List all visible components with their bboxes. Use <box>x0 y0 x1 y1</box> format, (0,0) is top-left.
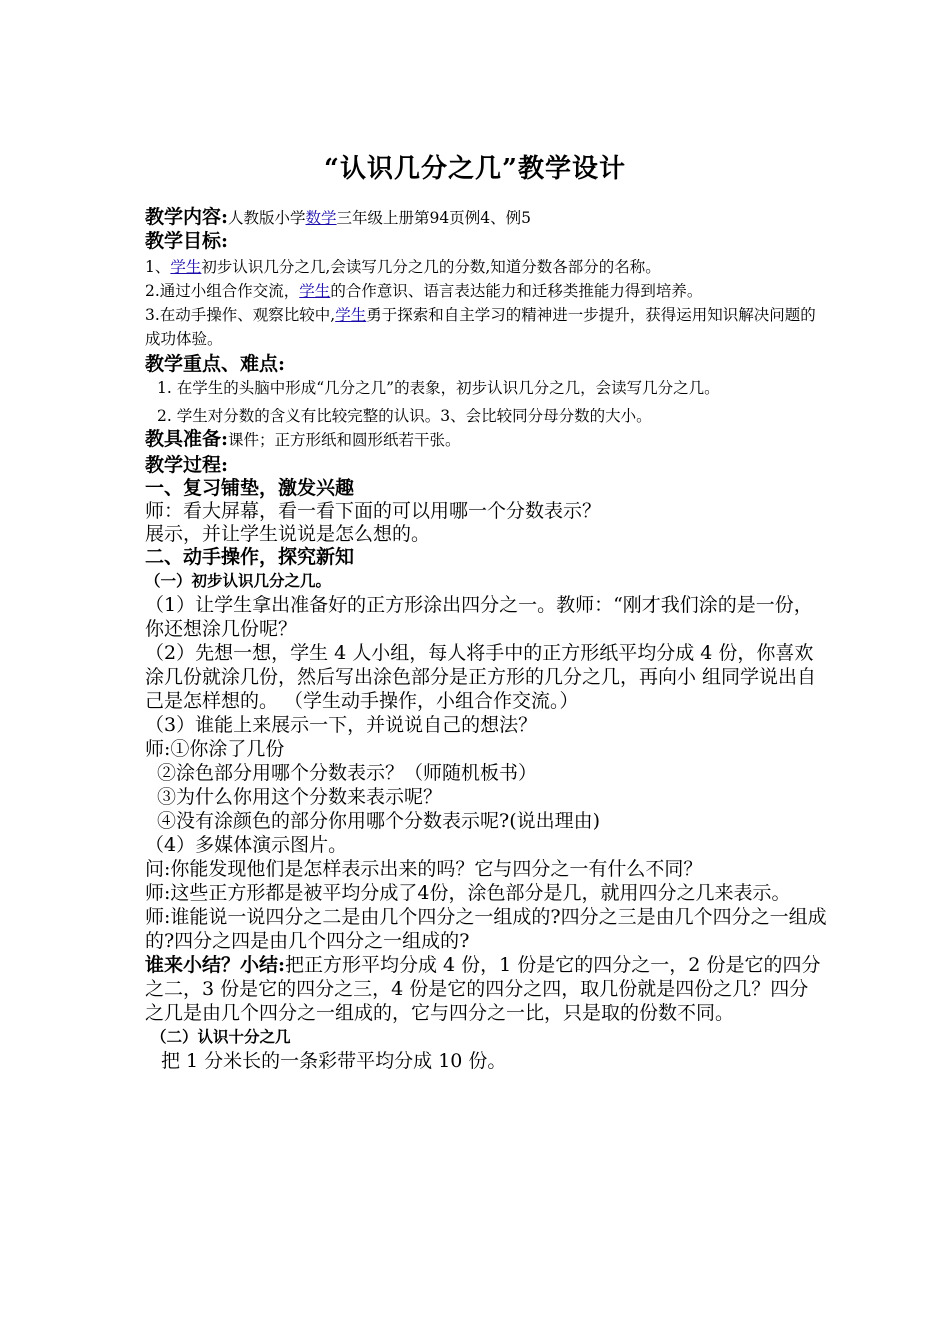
student-link-3[interactable]: 学生 <box>335 306 367 324</box>
document-body <box>145 206 827 1073</box>
key-points-label: 教学重点、难点: <box>145 353 286 375</box>
last-line: 把 1 分米长的一条彩带平均分成 10 份。 <box>161 1050 507 1072</box>
objective-1-prefix: 1、 <box>145 258 171 276</box>
section1-heading: 一、复习铺垫，激发兴趣 <box>145 477 355 499</box>
teaching-content-label: 教学内容: <box>145 206 229 228</box>
objective-item-2 <box>145 279 827 303</box>
student-link-1[interactable]: 学生 <box>170 258 202 276</box>
summary-label: 谁来小结？小结: <box>145 954 286 976</box>
objective-3-text: 勇于探索和自主学习的精神进一步提升，获得运用知识解决问题的成功体验。 <box>145 306 816 348</box>
teacher-line-2: 师:谁能说一说四分之二是由几个四分之一组成的?四分之三是由几个四分之一组成的?四分之四是由几个四分之一组成的? <box>145 906 827 952</box>
tools-line <box>145 428 827 452</box>
document-title: “认识几分之几”教学设计 <box>324 154 626 184</box>
objective-1-text: 初步认识几分之几,会读写几分之几的分数,知道分数各部分的名称。 <box>201 258 661 276</box>
math-link[interactable]: 数学 <box>305 209 337 227</box>
question-2: ②涂色部分用哪个分数表示？（师随机板书） <box>157 762 538 784</box>
teaching-content-text-b: 三年级上册第94页例4、例5 <box>336 209 531 227</box>
objective-2-text: 的合作意识、语言表达能力和迁移类推能力得到培养。 <box>330 282 703 300</box>
teacher-line-1: 师:这些正方形都是被平均分成了4份，涂色部分是几，就用四分之几来表示。 <box>145 882 791 904</box>
ask-line: 问:你能发现他们是怎样表示出来的吗？它与四分之一有什么不同？ <box>145 858 703 880</box>
step-4: （4）多媒体演示图片。 <box>145 834 348 856</box>
step-2: （2）先想一想，学生 4 人小组，每人将手中的正方形纸平均分成 4 份，你喜欢涂几份就涂几份，然后写出涂色部分是正方形的几分之几，再向小 组同学说出自己是怎样想的。 （学生动手操作，小组合作交流。） <box>145 642 817 712</box>
section1-line-2: 展示，并让学生说说是怎么想的。 <box>145 523 431 545</box>
subsection2-heading: （二）认识十分之几 <box>151 1027 291 1046</box>
question-4: ④没有涂颜色的部分你用哪个分数表示呢?(说出理由) <box>157 810 601 832</box>
process-label: 教学过程: <box>145 454 229 476</box>
summary-text: 把正方形平均分成 4 份，1 份是它的四分之一，2 份是它的四分之二，3 份是它的四分之三，4 份是它的四分之四，取几份就是四份之几？四分之几是由几个四分之一组成的，它与四分之一比，只是取的份数不同。 <box>145 954 821 1024</box>
objectives-label: 教学目标: <box>145 230 229 252</box>
student-link-2[interactable]: 学生 <box>299 282 331 300</box>
teaching-content-text-a: 人教版小学 <box>228 209 306 227</box>
section2-heading: 二、动手操作，探究新知 <box>145 546 355 568</box>
key-point-1: 1. 在学生的头脑中形成“几分之几”的表象，初步认识几分之几，会读写几分之几。 <box>157 379 720 397</box>
question-3: ③为什么你用这个分数来表示呢？ <box>157 786 443 808</box>
tools-text: 课件；正方形纸和圆形纸若干张。 <box>228 431 461 449</box>
objective-3-prefix: 3.在动手操作、观察比较中, <box>145 306 336 324</box>
objective-item-1 <box>145 255 827 279</box>
step-3: （3）谁能上来展示一下，并说说自己的想法？ <box>145 714 538 736</box>
section1-line-1: 师：看大屏幕，看一看下面的可以用哪一个分数表示？ <box>145 500 602 522</box>
subsection1-heading: （一）初步认识几分之几。 <box>145 571 332 590</box>
tools-label: 教具准备: <box>145 428 229 450</box>
teaching-content-line <box>145 206 827 230</box>
objective-2-prefix: 2.通过小组合作交流， <box>145 282 300 300</box>
question-1: 师:①你涂了几份 <box>145 738 285 760</box>
step-1: （1）让学生拿出准备好的正方形涂出四分之一。教师：“刚才我们涂的是一份，你还想涂几份呢？ <box>145 594 813 640</box>
summary-paragraph <box>145 953 827 1025</box>
objective-item-3 <box>145 303 827 351</box>
key-point-2: 2. 学生对分数的含义有比较完整的认识。3、会比较同分母分数的大小。 <box>157 407 652 425</box>
